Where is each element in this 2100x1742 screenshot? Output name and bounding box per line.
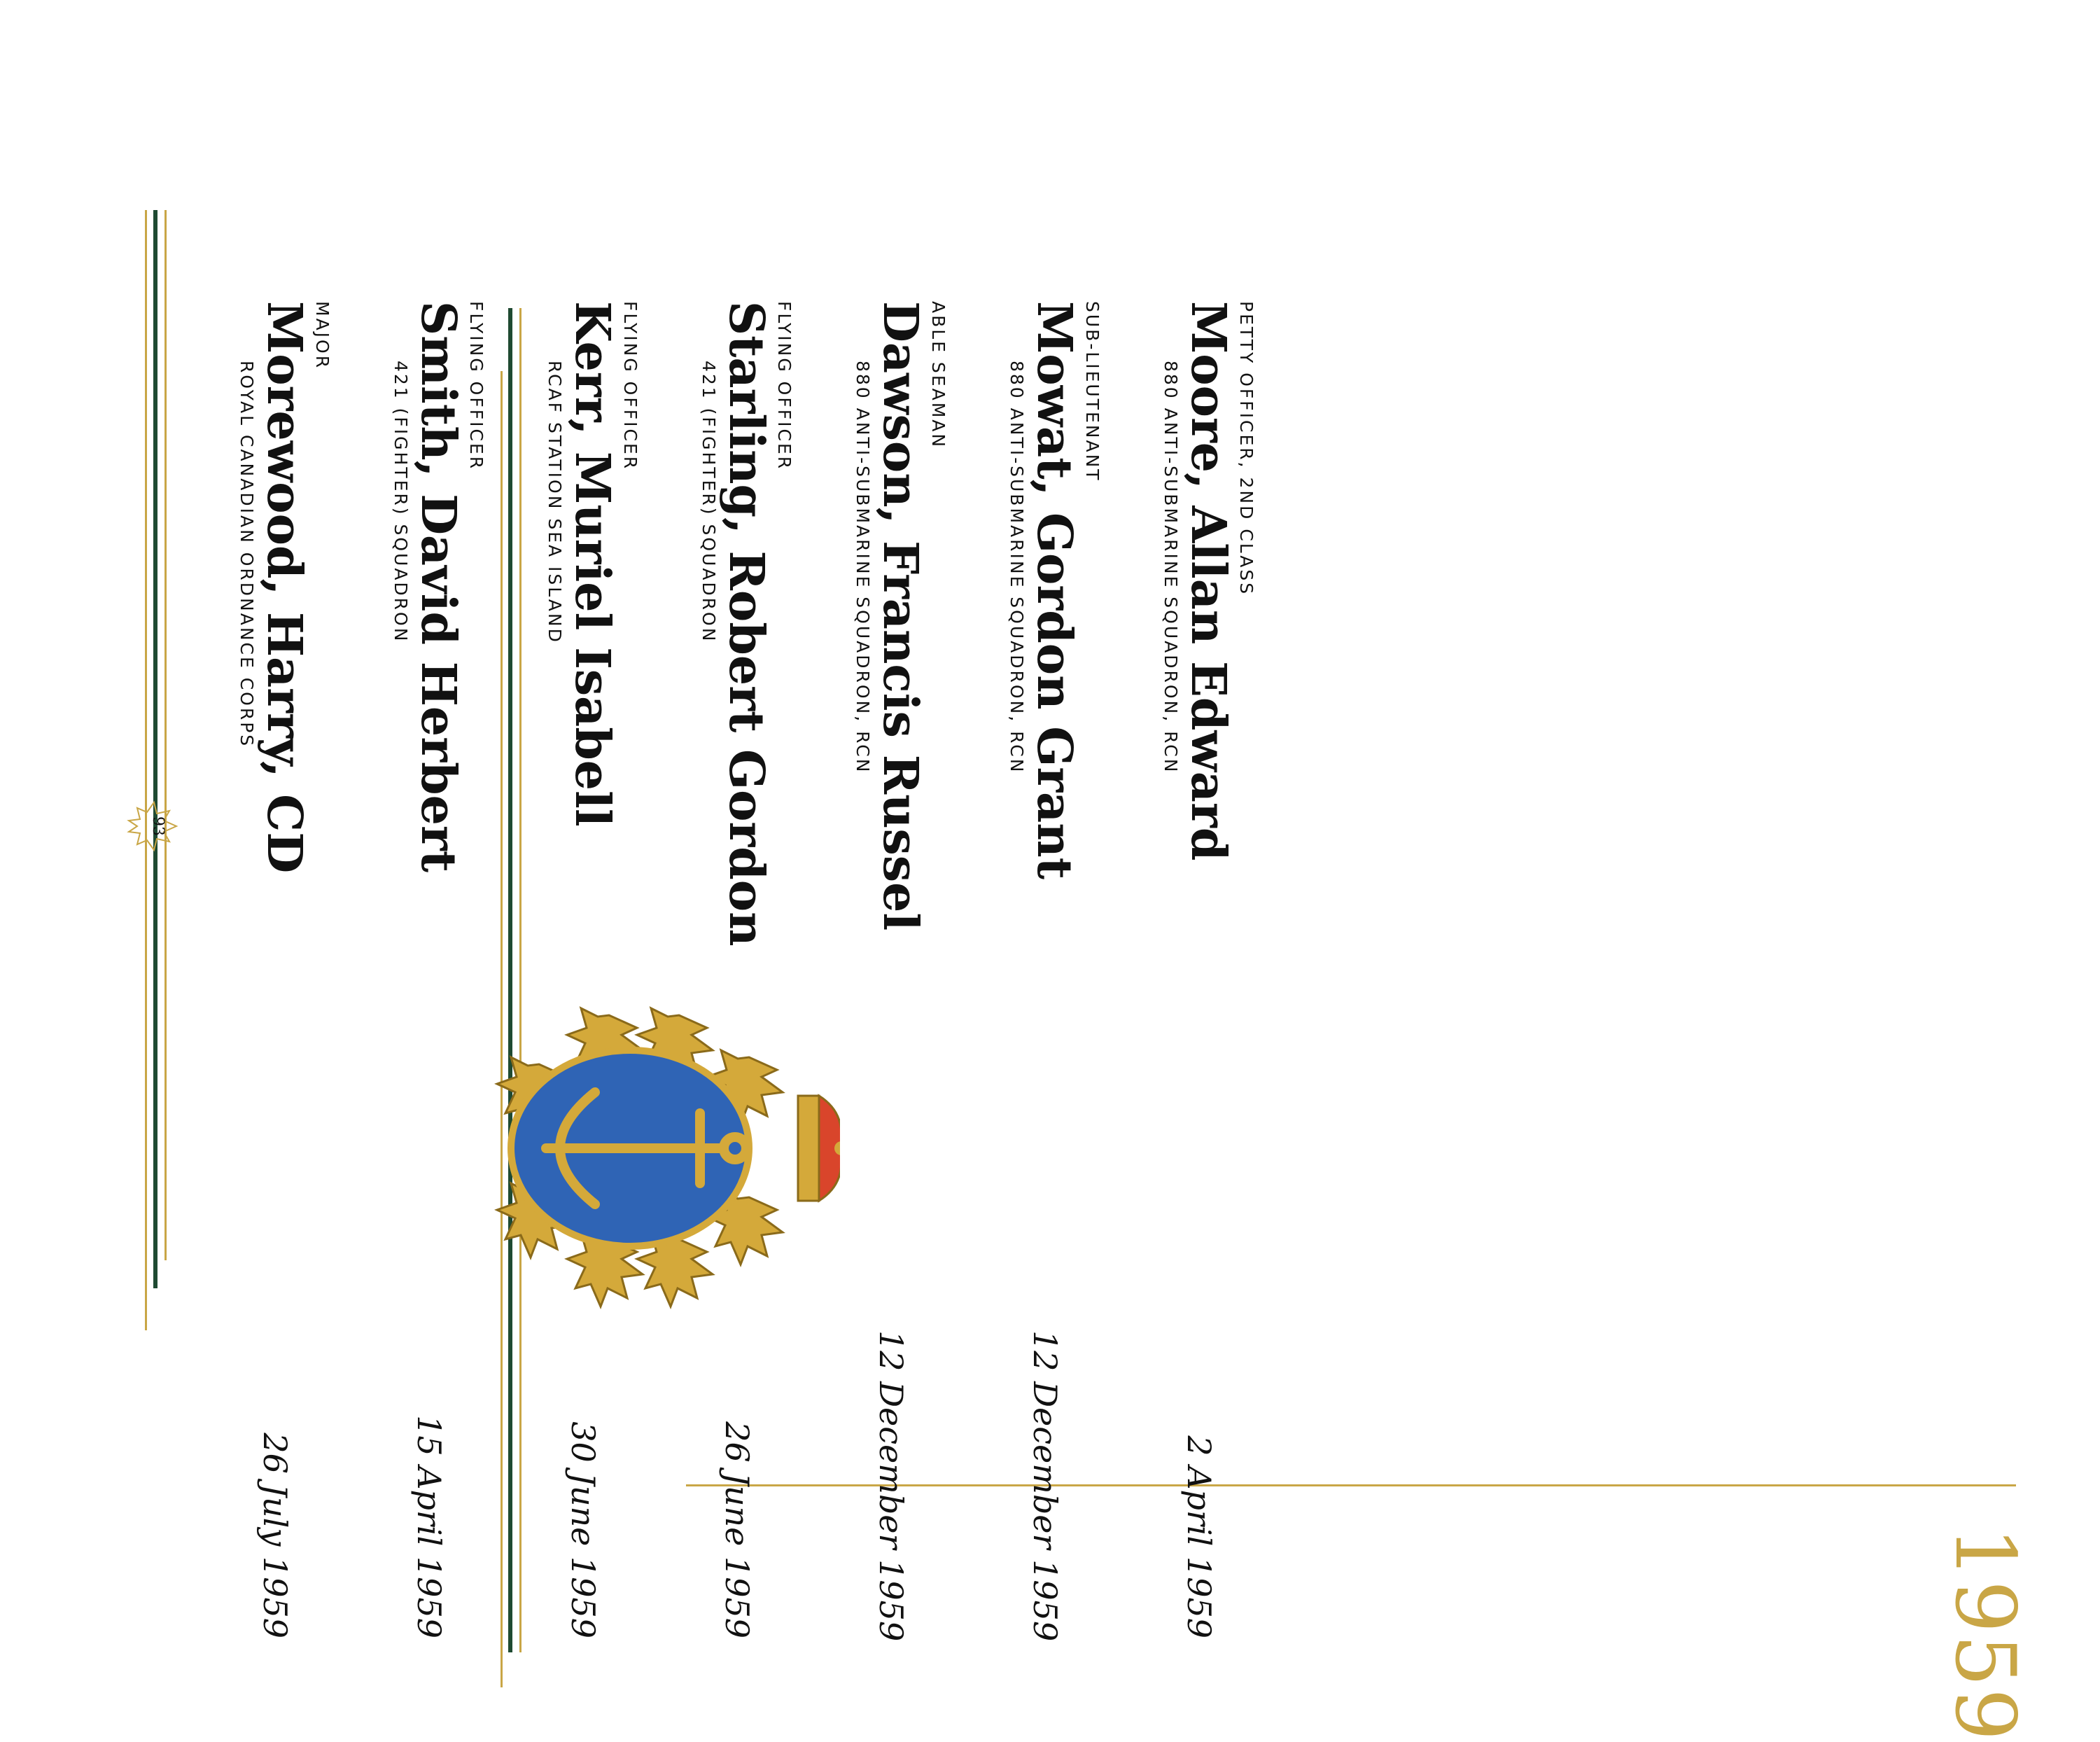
entry-date: 2 April 1959 (1180, 1435, 1218, 1638)
year-heading: 1959 (1937, 1526, 2033, 1742)
entry-rank: FLYING OFFICER (466, 301, 486, 471)
entry-rank: MAJOR (312, 301, 332, 370)
entry-date: 26 June 1959 (718, 1421, 756, 1638)
entry-date: 12 December 1959 (872, 1330, 910, 1642)
entry-5 (852, 301, 948, 1351)
entry-date: 12 December 1959 (1026, 1330, 1064, 1642)
left-gold-rule (145, 210, 147, 1330)
entry-date: 15 April 1959 (410, 1415, 448, 1638)
entry-unit: ROYAL CANADIAN ORDNANCE CORPS (237, 361, 257, 748)
entry-6 (1006, 301, 1102, 1351)
entry-rank: SUB-LIEUTENANT (1082, 301, 1102, 482)
entry-name: Smith, David Herbert (410, 301, 466, 873)
entry-unit: RCAF STATION SEA ISLAND (545, 361, 565, 644)
entry-7 (1160, 301, 1256, 1351)
entry-name: Moore, Allan Edward (1180, 301, 1236, 861)
entry-unit: 880 ANTI-SUBMARINE SQUADRON, RCN (1161, 361, 1181, 774)
naval-crest-icon (476, 973, 840, 1323)
entry-rank: PETTY OFFICER, 2ND CLASS (1236, 301, 1256, 597)
left-green-rule (153, 210, 158, 1288)
entry-rank: FLYING OFFICER (774, 301, 794, 471)
entry-date: 26 July 1959 (256, 1433, 294, 1638)
entry-unit: 880 ANTI-SUBMARINE SQUADRON, RCN (1007, 361, 1027, 774)
entry-2 (390, 301, 486, 1351)
entry-date: 30 June 1959 (564, 1421, 602, 1638)
entry-name: Morewood, Harry, CD (256, 301, 312, 874)
entry-unit: 421 (FIGHTER) SQUADRON (391, 361, 411, 643)
entry-name: Kerr, Muriel Isabell (564, 301, 620, 827)
entry-name: Mowat, Gordon Grant (1026, 301, 1082, 880)
entry-unit: 880 ANTI-SUBMARINE SQUADRON, RCN (853, 361, 873, 774)
entry-name: Dawson, Francis Russel (872, 301, 928, 931)
entry-name: Starling, Robert Gordon (718, 301, 774, 947)
left-gold-rule-inner (164, 210, 167, 1260)
entry-1 (236, 301, 332, 1351)
entry-rank: FLYING OFFICER (620, 301, 640, 471)
page-number-text: 93 (149, 816, 167, 836)
page-number (126, 798, 182, 854)
entry-unit: 421 (FIGHTER) SQUADRON (699, 361, 719, 643)
entry-rank: ABLE SEAMAN (928, 301, 948, 450)
